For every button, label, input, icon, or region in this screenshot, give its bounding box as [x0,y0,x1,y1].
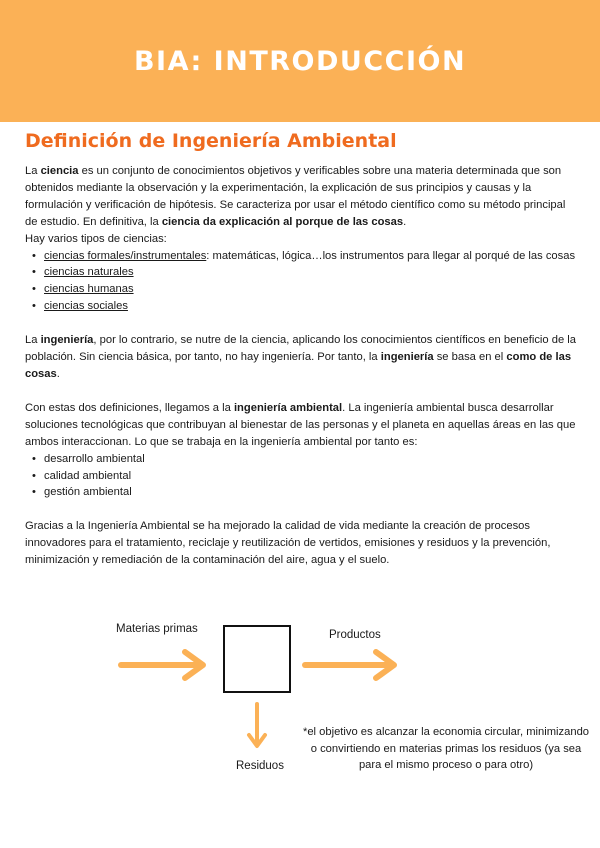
section-title: Definición de Ingeniería Ambiental [25,130,397,152]
process-diagram [0,610,600,810]
circular-economy-note: *el objetivo es alcanzar la economia circular, minimizando o convirtiendo en materias primas los residuos (ya sea para el mismo proceso o para otro) [302,726,590,771]
output-label: Productos [329,629,381,641]
paragraph-ingenieria-ambiental: Con estas dos definiciones, llegamos a la ingeniería ambiental. La ingeniería ambiental busca desarrollar soluciones tecnológicas que contribuyan al bienestar de las personas y el planeta en aquellas áreas en las que ambos interaccionan. Lo que se trabaja en la ingeniería ambiental por tanto es: [25,401,576,448]
input-label: Materias primas [116,623,198,635]
paragraph-ciencia: La ciencia es un conjunto de conocimientos objetivos y verificables sobre una materia determinada que son obtenidos mediante la observación y la experimentación, la explicación de sus principios y causas y la formulación y verificación de hipótesis. Se caracteriza por usar el método científico como su método principal de estudio. En definitiva, la ciencia da explicación al porque de las cosas. [25,165,566,228]
body-content [25,163,580,569]
env-topics-list [25,451,580,502]
header-banner [0,0,600,122]
input-arrow-icon [121,652,203,678]
list-item: • desarrollo ambiental [25,451,580,468]
paragraph-conclusion: Gracias a la Ingeniería Ambiental se ha mejorado la calidad de vida mediante la creación de procesos innovadores para el tratamiento, reciclaje y reutilización de vertidos, emisiones y residuos y la prevención, minimización y remediación de la contaminación del aire, agua y el suelo. [25,520,551,567]
list-item: • gestión ambiental [25,484,580,501]
list-item: • ciencias humanas [25,281,580,298]
list-item: • ciencias formales/instrumentales: matemáticas, lógica…los instrumentos para llegar al porqué de las cosas [25,248,580,265]
science-types-list [25,248,580,316]
waste-arrow-icon [249,704,265,746]
paragraph-ingenieria: La ingeniería, por lo contrario, se nutre de la ciencia, aplicando los conocimientos científicos en beneficio de la población. Sin ciencia básica, por tanto, no hay ingeniería. Por tanto, la ingeniería se basa en el como de las cosas. [25,334,577,380]
types-intro: Hay varios tipos de ciencias: [25,232,167,245]
waste-label: Residuos [236,760,284,772]
list-item: • ciencias sociales [25,298,580,315]
page-title: BIA: INTRODUCCIÓN [133,45,467,77]
output-arrow-icon [305,652,394,678]
list-item: • ciencias naturales [25,264,580,281]
arrows-layer [0,610,600,810]
list-item: • calidad ambiental [25,468,580,485]
